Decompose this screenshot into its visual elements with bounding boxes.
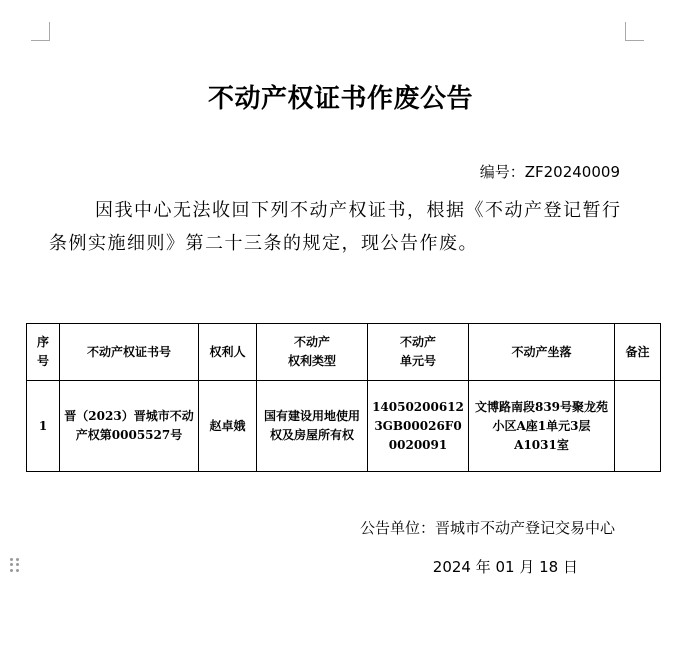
document-number: 编号：ZF20240009 [479,163,620,181]
notice-paragraph: 因我中心无法收回下列不动产权证书，根据《不动产登记暂行条例实施细则》第二十三条的规定，现公告作废。 [49,200,622,254]
table-row [27,381,661,472]
document-title: 不动产权证书作废公告 [207,84,473,114]
issuer-line: 公告单位：晋城市不动产登记交易中心 [359,519,615,537]
cell-location: 文博路南段839号聚龙苑小区A座1单元3层A1031室 [469,381,615,472]
cell-right-type: 国有建设用地使用权及房屋所有权 [257,381,368,472]
page-corner-mark-top-left [31,22,50,41]
cell-certificate-no: 晋（2023）晋城市不动产权第0005527号 [60,381,199,472]
header-seq: 序 号 [27,324,60,381]
cell-holder: 赵卓娥 [199,381,257,472]
cell-unit-no: 140502006123GB00026F00020091 [368,381,469,472]
issue-date: 2024 年 01 月 18 日 [432,558,578,576]
header-unit-no: 不动产 单元号 [368,324,469,381]
cell-remarks [615,381,661,472]
table-header-row [27,324,661,381]
header-location: 不动产坐落 [469,324,615,381]
drag-handle-icon[interactable] [10,558,20,572]
header-holder: 权利人 [199,324,257,381]
header-right-type: 不动产 权利类型 [257,324,368,381]
header-certificate-no: 不动产权证书号 [60,324,199,381]
certificate-table [26,323,661,472]
header-remarks: 备注 [615,324,661,381]
cell-seq: 1 [27,381,60,472]
page-corner-mark-top-right [625,22,644,41]
